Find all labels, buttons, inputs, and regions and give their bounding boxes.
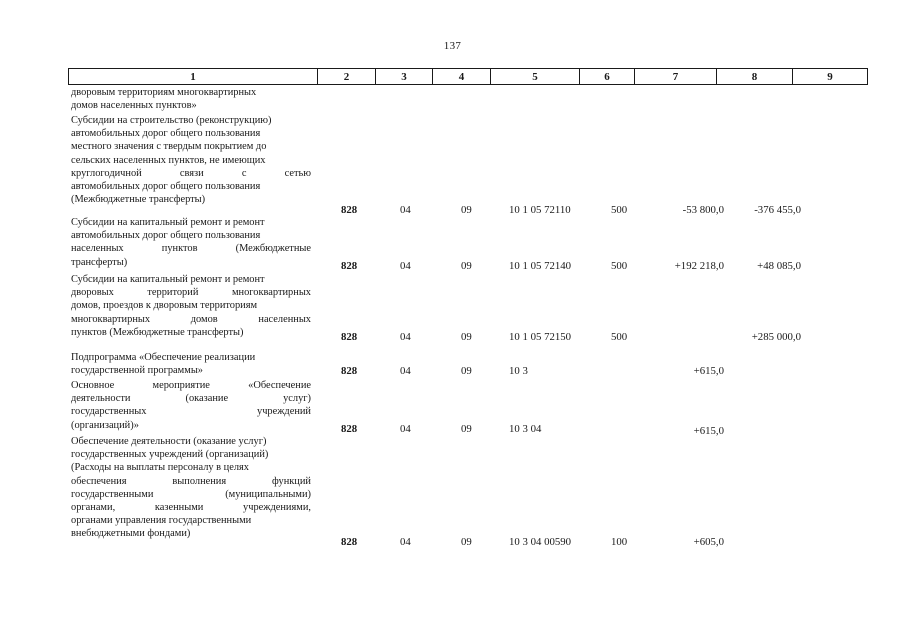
column-header-8: 8 bbox=[717, 69, 793, 85]
admin-code: 828 bbox=[341, 331, 358, 343]
column-header-1: 1 bbox=[69, 69, 318, 85]
description-line: органами, казенными учреждениями, bbox=[71, 502, 311, 514]
section-code: 04 bbox=[400, 536, 411, 548]
description-line: Субсидии на капитальный ремонт и ремонт bbox=[71, 274, 265, 285]
description-line: круглогодичной связи с сетью bbox=[71, 167, 311, 179]
column-header-2: 2 bbox=[318, 69, 376, 85]
subsection-code: 09 bbox=[461, 365, 472, 377]
description-line: домов, проездов к дворовым территориям bbox=[71, 300, 258, 312]
description-line: Обеспечение деятельности (оказание услуг) bbox=[71, 436, 267, 447]
amount-column-7: -53 800,0 bbox=[682, 204, 724, 216]
admin-code: 828 bbox=[341, 260, 358, 272]
section-code: 04 bbox=[400, 331, 411, 343]
admin-code: 828 bbox=[341, 423, 358, 435]
target-article-code: 10 3 04 00590 bbox=[509, 536, 572, 548]
description-line: дворовым территориям многоквартирных bbox=[71, 87, 257, 98]
expense-type-code: 100 bbox=[611, 536, 628, 548]
description-line: (Межбюджетные трансферты) bbox=[71, 194, 206, 206]
section-code: 04 bbox=[400, 204, 411, 216]
description-line: многоквартирных домов населенных bbox=[71, 313, 311, 325]
expense-type-code: 500 bbox=[611, 204, 628, 216]
description-line: автомобильных дорог общего пользования bbox=[71, 181, 261, 193]
description-line: деятельности (оказание услуг) bbox=[71, 393, 311, 405]
section-code: 04 bbox=[400, 365, 411, 377]
description-line: Субсидии на строительство (реконструкцию) bbox=[71, 115, 272, 126]
description-line: пунктов (Межбюджетные трансферты) bbox=[71, 326, 244, 338]
amount-column-7: +192 218,0 bbox=[674, 260, 724, 272]
description-line: Субсидии на капитальный ремонт и ремонт bbox=[71, 217, 265, 228]
admin-code: 828 bbox=[341, 365, 358, 377]
description-line: государственных учреждений bbox=[71, 406, 311, 418]
page-number: 137 bbox=[443, 40, 462, 52]
column-header-5: 5 bbox=[491, 69, 580, 85]
description-line: государственной программы» bbox=[71, 365, 203, 377]
target-article-code: 10 3 04 bbox=[509, 423, 542, 435]
target-article-code: 10 1 05 72110 bbox=[509, 204, 571, 216]
row-description bbox=[71, 435, 311, 541]
admin-code: 828 bbox=[341, 204, 358, 216]
description-line: Основное мероприятие «Обеспечение bbox=[71, 380, 311, 391]
description-line: государственных учреждений (организаций) bbox=[71, 449, 269, 461]
row-description bbox=[71, 379, 311, 432]
amount-column-8: +285 000,0 bbox=[751, 331, 801, 343]
description-line: автомобильных дорог общего пользования bbox=[71, 230, 261, 242]
subsection-code: 09 bbox=[461, 331, 472, 343]
description-line: государственными (муниципальными) bbox=[71, 488, 311, 500]
description-line: Подпрограмма «Обеспечение реализации bbox=[71, 352, 256, 363]
target-article-code: 10 1 05 72150 bbox=[509, 331, 572, 343]
column-header-6: 6 bbox=[580, 69, 635, 85]
description-line: органами управления государственными bbox=[71, 515, 252, 527]
description-line: дворовых территорий многоквартирных bbox=[71, 287, 311, 299]
section-code: 04 bbox=[400, 260, 411, 272]
subsection-code: 09 bbox=[461, 536, 472, 548]
row-description bbox=[71, 114, 311, 206]
description-line: (Расходы на выплаты персоналу в целях bbox=[71, 462, 250, 474]
description-line: автомобильных дорог общего пользования bbox=[71, 128, 261, 140]
row-description bbox=[71, 86, 311, 112]
expense-type-code: 500 bbox=[611, 260, 628, 272]
description-line: населенных пунктов (Межбюджетные bbox=[71, 243, 311, 255]
expense-type-code: 500 bbox=[611, 331, 628, 343]
amount-column-7: +605,0 bbox=[693, 536, 724, 548]
description-line: обеспечения выполнения функций bbox=[71, 475, 311, 487]
amount-column-8: +48 085,0 bbox=[757, 260, 801, 272]
description-line: трансферты) bbox=[71, 256, 128, 268]
column-header-9: 9 bbox=[793, 69, 868, 85]
column-header-7: 7 bbox=[635, 69, 717, 85]
subsection-code: 09 bbox=[461, 260, 472, 272]
column-header-3: 3 bbox=[376, 69, 433, 85]
description-line: местного значения с твердым покрытием до bbox=[71, 141, 267, 153]
row-description bbox=[71, 216, 311, 269]
target-article-code: 10 1 05 72140 bbox=[509, 260, 572, 272]
description-line: внебюджетными фондами) bbox=[71, 528, 191, 540]
subsection-code: 09 bbox=[461, 204, 472, 216]
admin-code: 828 bbox=[341, 536, 358, 548]
subsection-code: 09 bbox=[461, 423, 472, 435]
amount-column-7: +615,0 bbox=[693, 425, 724, 437]
section-code: 04 bbox=[400, 423, 411, 435]
amount-column-7: +615,0 bbox=[693, 365, 724, 377]
description-line: домов населенных пунктов» bbox=[71, 100, 197, 112]
column-header-4: 4 bbox=[433, 69, 491, 85]
description-line: сельских населенных пунктов, не имеющих bbox=[71, 154, 266, 166]
amount-column-8: -376 455,0 bbox=[754, 204, 801, 216]
row-description bbox=[71, 351, 311, 377]
target-article-code: 10 3 bbox=[509, 365, 528, 377]
row-description bbox=[71, 273, 311, 339]
description-line: (организаций)» bbox=[71, 419, 139, 431]
